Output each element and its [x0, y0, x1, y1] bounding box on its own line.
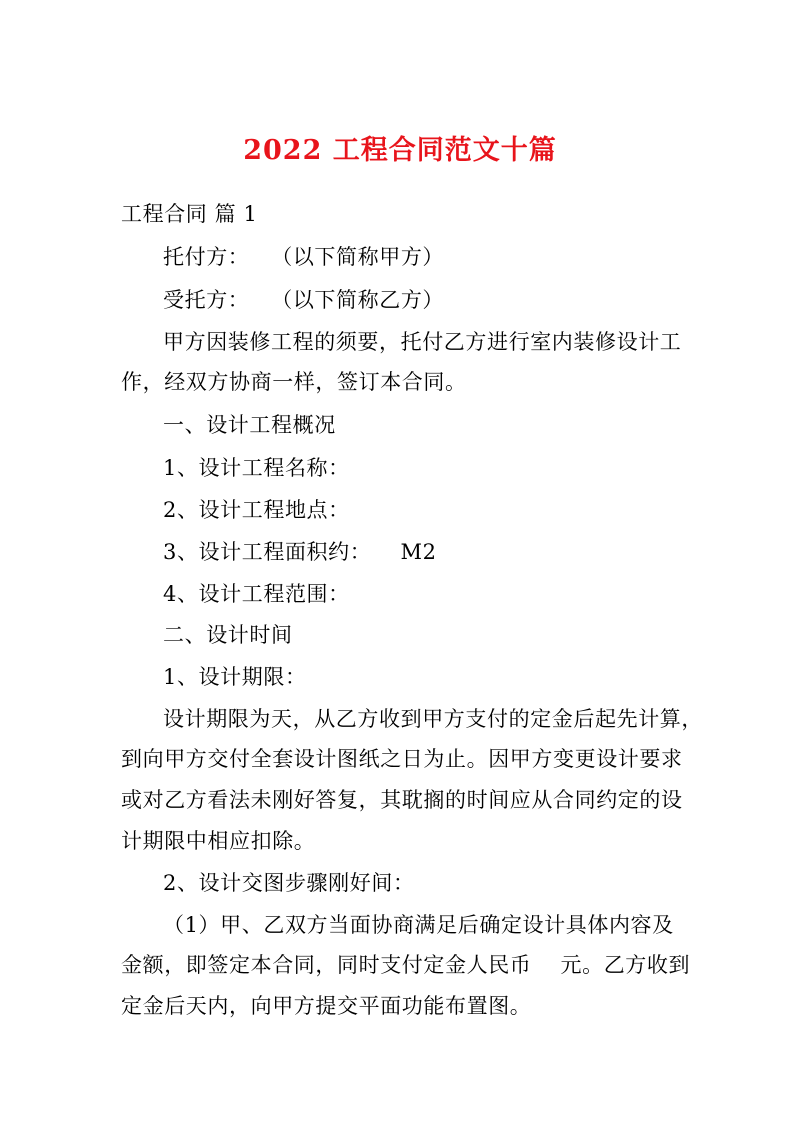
paragraph-line: 受托方： （以下简称乙方） [163, 288, 445, 312]
section-heading: 工程合同 篇 1 [121, 202, 258, 226]
paragraph-line: 2、设计交图步骤刚好间： [163, 871, 415, 895]
paragraph-line: 金额，即签定本合同，同时支付定金人民币 元。乙方收到 [121, 953, 691, 977]
paragraph-line: 1、设计工程名称： [163, 456, 350, 480]
document-title: 2022 工程合同范文十篇 [243, 135, 557, 166]
paragraph-line: 3、设计工程面积约： M2 [163, 540, 437, 564]
paragraph-line: （1）甲、乙双方当面协商满足后确定设计具体内容及 [163, 913, 674, 937]
paragraph-line: 定金后天内，向甲方提交平面功能布置图。 [121, 994, 532, 1018]
paragraph-line: 二、设计时间 [163, 623, 293, 647]
paragraph-line: 设计期限为天，从乙方收到甲方支付的定金后起先计算， [163, 707, 703, 731]
paragraph-line: 计期限中相应扣除。 [121, 829, 316, 853]
paragraph-line: 托付方： （以下简称甲方） [163, 245, 445, 269]
paragraph-line: 作，经双方协商一样，签订本合同。 [121, 370, 467, 394]
paragraph-line: 4、设计工程范围： [163, 582, 350, 606]
paragraph-line: 或对乙方看法未刚好答复，其耽搁的时间应从合同约定的设 [121, 788, 683, 812]
paragraph-line: 甲方因装修工程的须要，托付乙方进行室内装修设计工 [163, 330, 682, 354]
paragraph-line: 2、设计工程地点： [163, 498, 350, 522]
paragraph-line: 到向甲方交付全套设计图纸之日为止。因甲方变更设计要求 [121, 747, 683, 771]
paragraph-line: 1、设计期限： [163, 665, 307, 689]
paragraph-line: 一、设计工程概况 [163, 413, 336, 437]
